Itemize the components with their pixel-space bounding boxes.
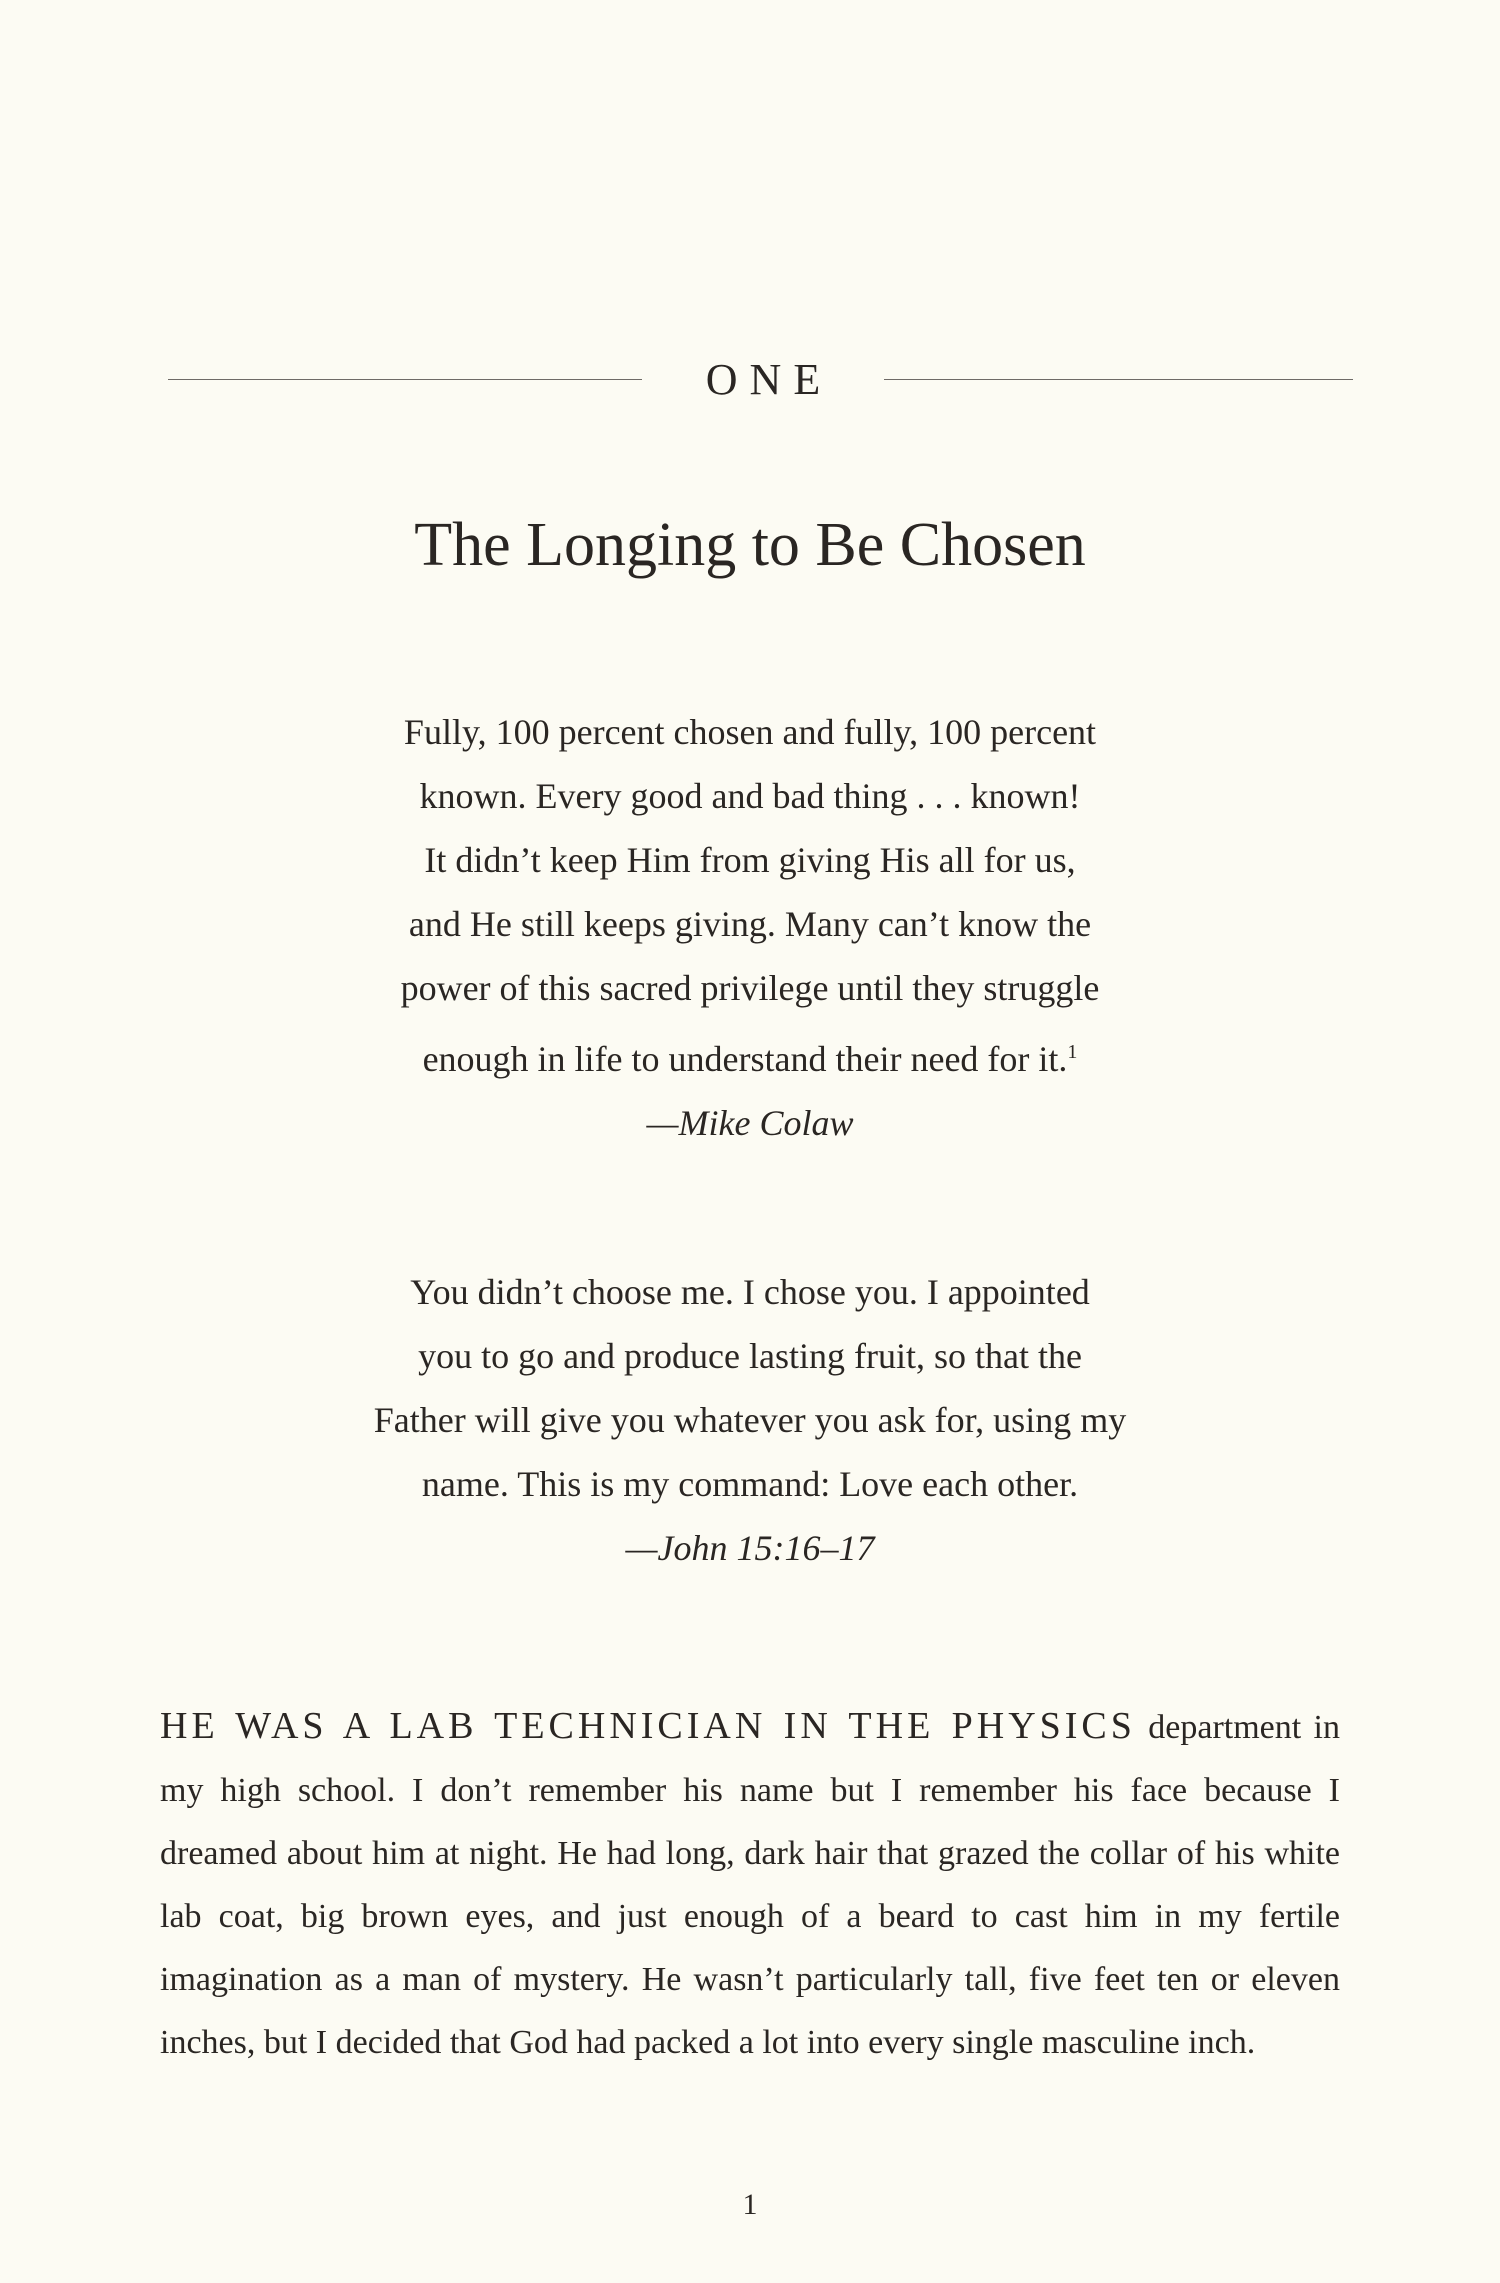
scripture-epigraph xyxy=(0,1260,1500,1580)
epigraph-attribution: —John 15:16–17 xyxy=(625,1528,875,1568)
epigraph-line: known. Every good and bad thing . . . known! xyxy=(419,776,1081,816)
epigraph-line: and He still keeps giving. Many can’t know the xyxy=(408,904,1092,944)
paragraph-text: department in my high school. I don’t remember his name but I remember his face because I dreamed about him at night. He had long, dark hair that grazed the collar of his white lab coat, big brown eyes, and just enough of a beard to cast him in my fertile imagination as a man of mystery. He wasn’t particularly tall, five feet ten or eleven inches, but I decided that God had packed a lot into every single masculine inch. xyxy=(160,1709,1340,2061)
epigraph-line: name. This is my command: Love each other. xyxy=(421,1464,1079,1504)
epigraph-line: Fully, 100 percent chosen and fully, 100 percent xyxy=(403,712,1097,752)
epigraph-line: You didn’t choose me. I chose you. I appointed xyxy=(410,1272,1090,1312)
epigraph-line: Father will give you whatever you ask for, using my xyxy=(373,1400,1127,1440)
epigraph-line: power of this sacred privilege until they struggle xyxy=(400,968,1100,1008)
epigraph-line xyxy=(0,1020,1500,1091)
left-divider-rule xyxy=(168,379,642,380)
right-divider-rule xyxy=(884,379,1353,380)
footnote-marker: 1 xyxy=(1067,1041,1078,1063)
chapter-heading xyxy=(168,355,1353,405)
opening-paragraph xyxy=(160,1695,1340,2074)
epigraph-line-text: enough in life to understand their need for it. xyxy=(422,1039,1068,1079)
epigraph-line: It didn’t keep Him from giving His all for us, xyxy=(424,840,1076,880)
body-paragraph xyxy=(160,1695,1340,2074)
epigraph-attribution: —Mike Colaw xyxy=(646,1103,854,1143)
chapter-title: The Longing to Be Chosen xyxy=(414,511,1086,579)
small-caps-lead-in: HE WAS A LAB TECHNICIAN IN THE PHYSICS xyxy=(160,1705,1136,1747)
epigraph-line: you to go and produce lasting fruit, so that the xyxy=(418,1336,1082,1376)
page-number: 1 xyxy=(742,2188,758,2221)
epigraph-quote xyxy=(0,700,1500,1155)
chapter-number: ONE xyxy=(705,355,833,404)
